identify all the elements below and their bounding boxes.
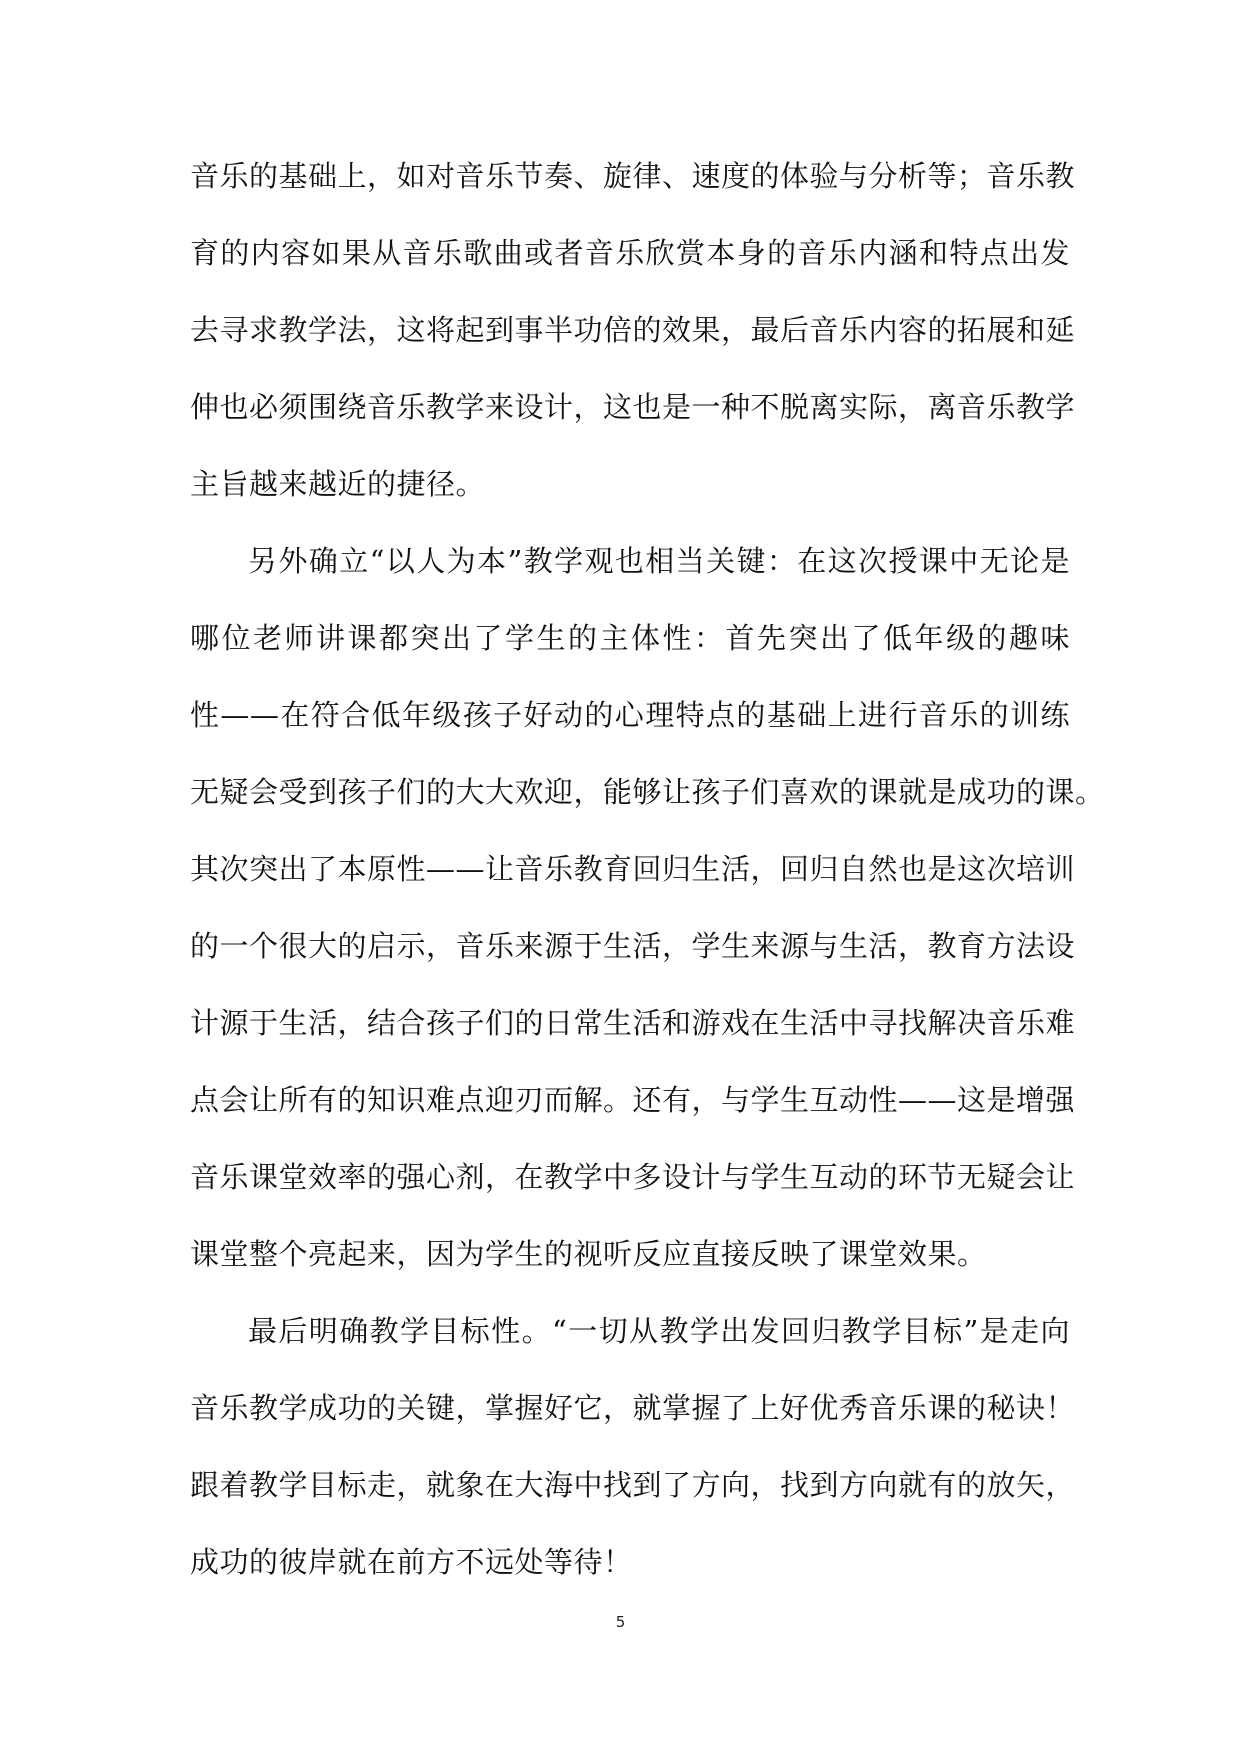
paragraph-1-line-5: 主旨越来越近的捷径。 — [190, 467, 486, 501]
paragraph-2-line-8: 点会让所有的知识难点迎刃而解。还有，与学生互动性——这是增强 — [190, 1083, 1076, 1117]
paragraph-2-line-4: 无疑会受到孩子们的大大欢迎，能够让孩子们喜欢的课就是成功的课。 — [190, 775, 1105, 809]
paragraph-2-line-2: 哪位老师讲课都突出了学生的主体性：首先突出了低年级的趣味 — [190, 621, 1070, 655]
paragraph-2-line-7: 计源于生活，结合孩子们的日常生活和游戏在生活中寻找解决音乐难 — [190, 1006, 1076, 1040]
paragraph-1-line-2: 育的内容如果从音乐歌曲或者音乐欣赏本身的音乐内涵和特点出发 — [190, 236, 1070, 270]
paragraph-3-line-3: 跟着教学目标走，就象在大海中找到了方向，找到方向就有的放矢， — [190, 1468, 1076, 1502]
paragraph-2-line-10: 课堂整个亮起来，因为学生的视听反应直接反映了课堂效果。 — [190, 1237, 987, 1271]
paragraph-2-line-3: 性——在符合低年级孩子好动的心理特点的基础上进行音乐的训练 — [190, 698, 1070, 732]
paragraph-3-line-1: 最后明确教学目标性。“一切从教学出发回归教学目标”是走向 — [248, 1314, 1070, 1348]
paragraph-2-line-6: 的一个很大的启示，音乐来源于生活，学生来源与生活，教育方法设 — [190, 929, 1076, 963]
body-text — [190, 148, 1105, 1611]
paragraph-1-line-3: 去寻求教学法，这将起到事半功倍的效果，最后音乐内容的拓展和延 — [190, 313, 1076, 347]
paragraph-2-line-9: 音乐课堂效率的强心剂，在教学中多设计与学生互动的环节无疑会让 — [190, 1160, 1076, 1194]
paragraph-1-line-4: 伸也必须围绕音乐教学来设计，这也是一种不脱离实际，离音乐教学 — [190, 390, 1076, 424]
paragraph-2-line-5: 其次突出了本原性——让音乐教育回归生活，回归自然也是这次培训 — [190, 852, 1076, 886]
paragraph-1-line-1: 音乐的基础上，如对音乐节奏、旋律、速度的体验与分析等；音乐教 — [190, 159, 1076, 193]
page-number: 5 — [615, 1613, 626, 1631]
paragraph-2-line-1: 另外确立“以人为本”教学观也相当关键：在这次授课中无论是 — [248, 544, 1070, 578]
paragraph-3-line-4: 成功的彼岸就在前方不远处等待！ — [190, 1545, 633, 1579]
paragraph-3-line-2: 音乐教学成功的关键，掌握好它，就掌握了上好优秀音乐课的秘诀！ — [190, 1391, 1076, 1425]
